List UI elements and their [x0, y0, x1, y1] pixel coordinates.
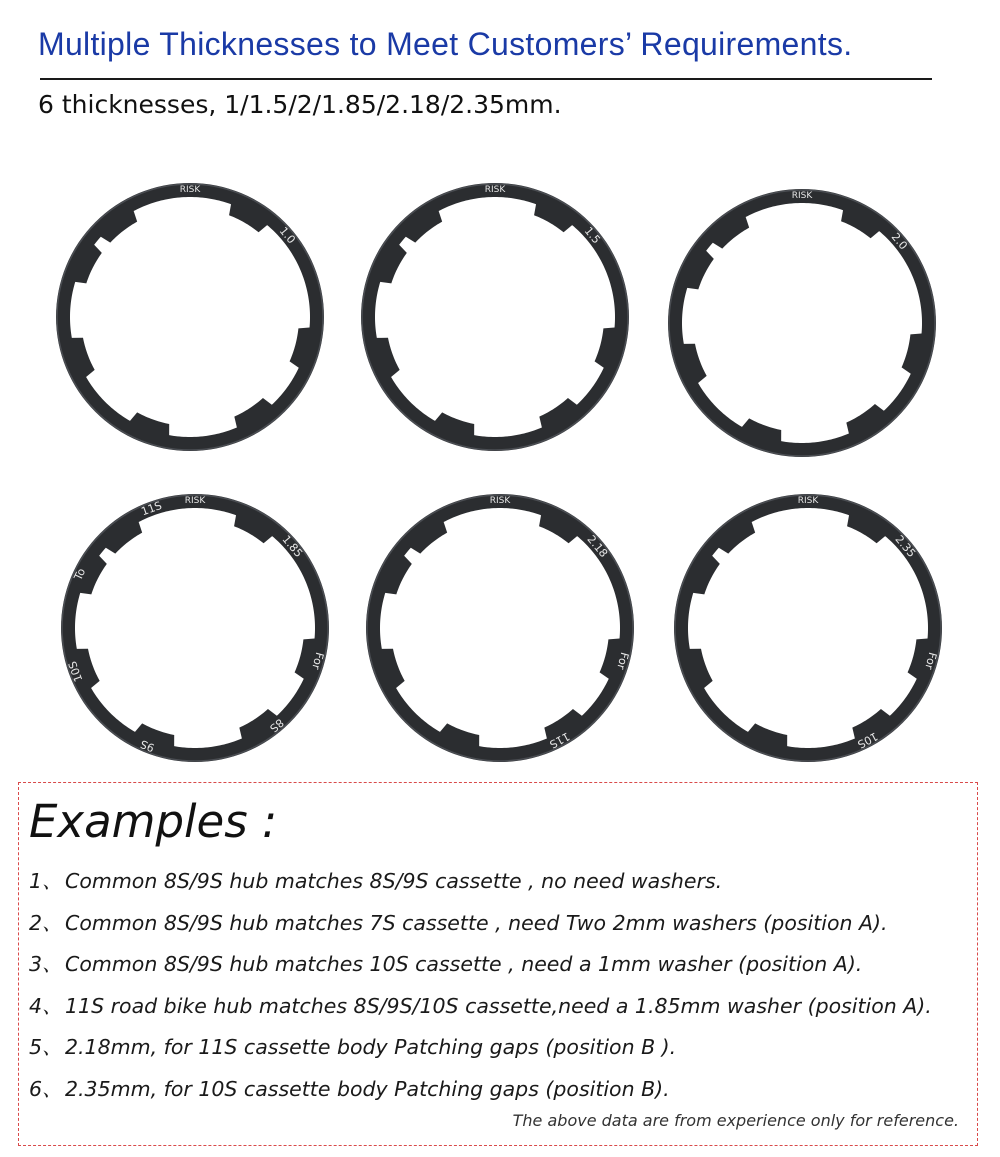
spacer-ring-graphic — [350, 172, 640, 462]
example-item — [29, 1069, 932, 1111]
example-text: 2.35mm, for 10S cassette body Patching gaps (position B). — [65, 1076, 670, 1101]
page-subtitle: 6 thicknesses, 1/1.5/2/1.85/2.18/2.35mm. — [38, 90, 562, 119]
spacer-thickness-label: 2.0 — [888, 230, 910, 253]
spacer-ring-6 — [663, 483, 953, 773]
example-number: 6、 — [29, 1076, 63, 1101]
spacer-compat-label: To — [71, 566, 89, 583]
example-item — [29, 944, 932, 986]
examples-list — [29, 861, 932, 1110]
example-text: Common 8S/9S hub matches 8S/9S cassette , no need washers. — [65, 869, 723, 893]
example-item — [29, 1027, 932, 1069]
spacer-ring-graphic — [355, 483, 645, 773]
spacer-ring-4 — [50, 483, 340, 773]
spacer-compat-label: 10S — [855, 729, 880, 751]
spacer-compat-label: For — [614, 650, 632, 671]
spacer-compat-label: 11S — [547, 729, 572, 751]
spacer-ring-1 — [45, 172, 335, 462]
example-text: Common 8S/9S hub matches 10S cassette , need a 1mm washer (position A). — [65, 952, 863, 976]
examples-heading: Examples : — [29, 795, 278, 848]
example-number: 5、 — [29, 1035, 63, 1059]
spacer-ring-3 — [657, 178, 947, 468]
spacer-ring-graphic — [663, 483, 953, 773]
spacer-brand-label: RISK — [489, 496, 511, 506]
example-number: 3、 — [29, 952, 63, 976]
example-item — [29, 861, 932, 903]
example-number: 1、 — [29, 869, 63, 893]
example-number: 4、 — [29, 993, 63, 1018]
spacer-compat-label: 10S — [65, 659, 86, 684]
spacer-ring-graphic — [45, 172, 335, 462]
example-text: 11S road bike hub matches 8S/9S/10S cassette,need a 1.85mm washer (position A). — [65, 993, 932, 1018]
title-underline — [40, 78, 932, 80]
spacer-brand-label: RISK — [791, 191, 813, 201]
spacer-thickness-label: 1.0 — [276, 224, 298, 247]
example-item — [29, 903, 932, 945]
spacer-compat-label: 8S — [267, 715, 287, 735]
spacer-gallery — [0, 160, 1000, 760]
spacer-brand-label: RISK — [484, 185, 506, 195]
spacer-thickness-label: 1.85 — [279, 532, 306, 560]
spacer-thickness-label: 2.18 — [584, 532, 611, 560]
example-text: 2.18mm, for 11S cassette body Patching gaps (position B ). — [65, 1035, 677, 1059]
spacer-brand-label: RISK — [184, 496, 206, 506]
examples-box — [18, 782, 978, 1146]
example-text: Common 8S/9S hub matches 7S cassette , need Two 2mm washers (position A). — [65, 910, 888, 935]
spacer-thickness-label: 2.35 — [892, 532, 919, 560]
spacer-ring-5 — [355, 483, 645, 773]
spacer-compat-label: For — [922, 650, 940, 671]
spacer-thickness-label: 1.5 — [581, 224, 603, 247]
spacer-ring-2 — [350, 172, 640, 462]
spacer-ring-graphic — [50, 483, 340, 773]
spacer-compat-label: 9S — [138, 737, 157, 755]
spacer-brand-label: RISK — [797, 496, 819, 506]
disclaimer-note: The above data are from experience only for reference. — [512, 1111, 959, 1130]
spacer-brand-label: RISK — [179, 185, 201, 195]
example-number: 2、 — [29, 910, 63, 935]
page-title: Multiple Thicknesses to Meet Customers’ Requirements. — [38, 26, 853, 62]
spacer-compat-label: For — [309, 650, 327, 671]
example-item — [29, 986, 932, 1028]
spacer-compat-label: 11S — [139, 498, 164, 519]
spacer-ring-graphic — [657, 178, 947, 468]
